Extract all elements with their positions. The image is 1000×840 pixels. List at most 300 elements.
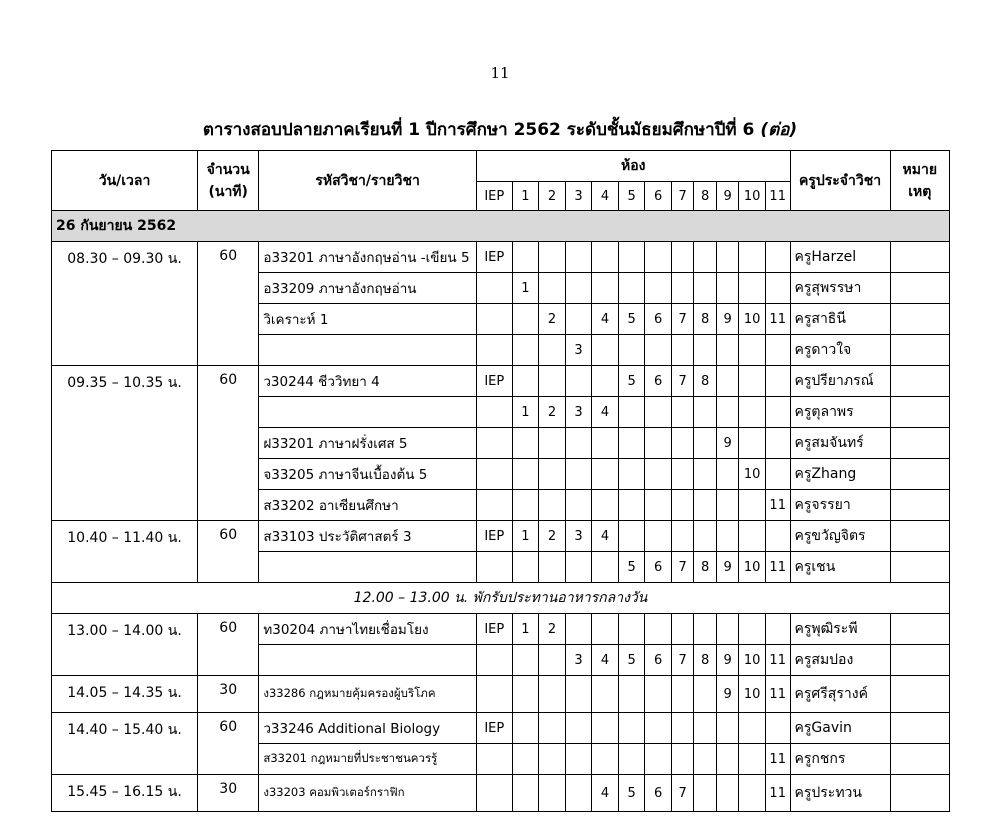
room-cell <box>512 304 539 335</box>
room-cell <box>512 552 539 583</box>
room-cell <box>765 273 790 304</box>
room-cell: 7 <box>671 645 693 676</box>
subject-cell: จ33205 ภาษาจีนเบื้องต้น 5 <box>259 459 477 490</box>
room-cell <box>671 614 693 645</box>
remark-cell <box>890 242 949 273</box>
room-cell: 10 <box>739 645 766 676</box>
room-cell <box>592 459 619 490</box>
teacher-cell: ครูขวัญจิตร <box>790 521 890 552</box>
room-cell <box>592 713 619 744</box>
teacher-cell: ครูกชกร <box>790 744 890 775</box>
teacher-cell: ครูสมจันทร์ <box>790 428 890 459</box>
room-cell <box>739 614 766 645</box>
room-cell: 7 <box>671 775 693 812</box>
room-header-cell: 2 <box>539 182 566 211</box>
room-cell <box>476 428 512 459</box>
room-cell: 4 <box>592 645 619 676</box>
room-cell <box>765 459 790 490</box>
room-cell: 5 <box>618 775 645 812</box>
header-teacher: ครูประจำวิชา <box>790 151 890 211</box>
exam-time: 14.40 – 15.40 น. <box>52 713 198 775</box>
room-cell <box>765 428 790 459</box>
room-cell: 3 <box>565 335 592 366</box>
exam-minutes: 30 <box>198 775 259 812</box>
subject-cell: ง33286 กฎหมายคุ้มครองผู้บริโภค <box>259 676 477 713</box>
room-cell <box>739 490 766 521</box>
room-cell <box>739 521 766 552</box>
room-cell <box>671 490 693 521</box>
room-cell <box>739 242 766 273</box>
room-header-cell: 4 <box>592 182 619 211</box>
page-number: 11 <box>490 64 510 82</box>
exam-time: 10.40 – 11.40 น. <box>52 521 198 583</box>
room-header-cell: 5 <box>618 182 645 211</box>
room-cell: 3 <box>565 397 592 428</box>
room-cell <box>671 676 693 713</box>
room-cell <box>671 335 693 366</box>
room-cell <box>539 676 566 713</box>
remark-cell <box>890 676 949 713</box>
exam-minutes: 60 <box>198 242 259 366</box>
room-cell <box>539 744 566 775</box>
room-cell <box>512 744 539 775</box>
room-cell: 10 <box>739 676 766 713</box>
room-cell <box>539 335 566 366</box>
subject-cell: อ33201 ภาษาอังกฤษอ่าน -เขียน 5 <box>259 242 477 273</box>
remark-cell <box>890 713 949 744</box>
room-cell: 2 <box>539 521 566 552</box>
room-cell: 9 <box>716 428 738 459</box>
room-cell: 2 <box>539 304 566 335</box>
room-cell <box>476 490 512 521</box>
room-cell: 4 <box>592 304 619 335</box>
teacher-cell: ครูพุฒิระพี <box>790 614 890 645</box>
room-cell: 8 <box>694 304 716 335</box>
room-cell: 11 <box>765 645 790 676</box>
room-cell <box>716 335 738 366</box>
room-cell <box>565 366 592 397</box>
room-cell <box>565 552 592 583</box>
subject-cell: ส33202 อาเซียนศึกษา <box>259 490 477 521</box>
room-cell <box>645 521 672 552</box>
room-cell <box>739 366 766 397</box>
room-cell <box>765 397 790 428</box>
subject-cell: ส33103 ประวัติศาสตร์ 3 <box>259 521 477 552</box>
remark-cell <box>890 552 949 583</box>
room-cell <box>765 614 790 645</box>
room-cell <box>716 490 738 521</box>
room-cell <box>739 397 766 428</box>
exam-time: 08.30 – 09.30 น. <box>52 242 198 366</box>
room-cell <box>716 242 738 273</box>
room-header-cell: 10 <box>739 182 766 211</box>
room-cell <box>476 552 512 583</box>
subject-cell: วิเคราะห์ 1 <box>259 304 477 335</box>
room-cell <box>539 242 566 273</box>
room-cell <box>476 335 512 366</box>
room-cell: IEP <box>476 614 512 645</box>
room-cell <box>716 397 738 428</box>
room-cell <box>476 459 512 490</box>
room-cell: 3 <box>565 521 592 552</box>
room-cell <box>716 775 738 812</box>
room-cell <box>645 713 672 744</box>
room-cell <box>739 335 766 366</box>
room-cell <box>565 242 592 273</box>
room-cell <box>645 242 672 273</box>
room-cell: 4 <box>592 775 619 812</box>
room-cell <box>671 397 693 428</box>
room-cell <box>739 744 766 775</box>
room-cell <box>694 273 716 304</box>
exam-date: 26 กันยายน 2562 <box>52 211 950 242</box>
remark-cell <box>890 304 949 335</box>
room-cell: 9 <box>716 304 738 335</box>
room-cell: 9 <box>716 676 738 713</box>
room-cell <box>476 676 512 713</box>
subject-cell <box>259 552 477 583</box>
room-cell <box>565 490 592 521</box>
room-header-cell: 1 <box>512 182 539 211</box>
page-title <box>0 116 1000 143</box>
room-cell <box>694 521 716 552</box>
room-cell: 8 <box>694 645 716 676</box>
room-cell <box>739 713 766 744</box>
room-header-cell: IEP <box>476 182 512 211</box>
room-cell: IEP <box>476 366 512 397</box>
subject-cell: ง33203 คอมพิวเตอร์กราฟิก <box>259 775 477 812</box>
exam-minutes: 60 <box>198 521 259 583</box>
room-cell <box>539 775 566 812</box>
room-cell: 6 <box>645 304 672 335</box>
room-cell: 6 <box>645 645 672 676</box>
room-cell <box>618 397 645 428</box>
room-cell <box>592 335 619 366</box>
room-cell <box>565 744 592 775</box>
room-header-cell: 8 <box>694 182 716 211</box>
header-subject: รหัสวิชา/รายวิชา <box>259 151 477 211</box>
room-cell <box>565 459 592 490</box>
room-cell <box>539 366 566 397</box>
room-cell <box>476 775 512 812</box>
exam-minutes: 60 <box>198 713 259 775</box>
exam-minutes: 60 <box>198 366 259 521</box>
subject-cell: ท30204 ภาษาไทยเชื่อมโยง <box>259 614 477 645</box>
room-cell <box>645 428 672 459</box>
room-cell <box>476 744 512 775</box>
room-cell: 11 <box>765 744 790 775</box>
room-cell: 8 <box>694 552 716 583</box>
room-cell: 2 <box>539 397 566 428</box>
exam-schedule-table <box>51 150 950 812</box>
room-cell <box>716 614 738 645</box>
room-cell <box>618 744 645 775</box>
remark-cell <box>890 428 949 459</box>
room-cell: IEP <box>476 521 512 552</box>
room-cell <box>592 366 619 397</box>
exam-minutes: 30 <box>198 676 259 713</box>
subject-cell: ว30244 ชีววิทยา 4 <box>259 366 477 397</box>
room-cell <box>592 614 619 645</box>
room-cell: IEP <box>476 713 512 744</box>
room-cell: 5 <box>618 304 645 335</box>
subject-cell: อ33209 ภาษาอังกฤษอ่าน <box>259 273 477 304</box>
room-cell <box>645 335 672 366</box>
exam-time: 14.05 – 14.35 น. <box>52 676 198 713</box>
room-cell <box>512 676 539 713</box>
remark-cell <box>890 744 949 775</box>
room-cell <box>592 552 619 583</box>
header-remark-line2: เหตุ <box>908 183 932 200</box>
room-cell <box>645 273 672 304</box>
date-row <box>52 211 950 242</box>
room-cell <box>694 614 716 645</box>
table-row <box>52 614 950 645</box>
room-cell <box>512 645 539 676</box>
room-cell <box>645 397 672 428</box>
room-cell <box>512 428 539 459</box>
room-cell <box>694 428 716 459</box>
room-cell <box>671 713 693 744</box>
room-cell <box>694 744 716 775</box>
room-cell <box>512 490 539 521</box>
subject-cell: ส33201 กฎหมายที่ประชาชนควรรู้ <box>259 744 477 775</box>
room-cell <box>645 490 672 521</box>
room-cell: 1 <box>512 397 539 428</box>
room-cell <box>512 366 539 397</box>
room-cell <box>618 521 645 552</box>
table-row <box>52 713 950 744</box>
room-header-cell: 7 <box>671 182 693 211</box>
exam-time: 09.35 – 10.35 น. <box>52 366 198 521</box>
room-cell <box>739 273 766 304</box>
teacher-cell: ครูZhang <box>790 459 890 490</box>
room-cell <box>618 490 645 521</box>
room-cell <box>645 676 672 713</box>
room-cell: 10 <box>739 552 766 583</box>
remark-cell <box>890 645 949 676</box>
subject-cell <box>259 335 477 366</box>
teacher-cell: ครูสมปอง <box>790 645 890 676</box>
room-cell <box>592 744 619 775</box>
header-rooms: ห้อง <box>476 151 790 182</box>
room-cell: 1 <box>512 521 539 552</box>
exam-time: 13.00 – 14.00 น. <box>52 614 198 676</box>
room-cell <box>671 459 693 490</box>
room-cell <box>671 744 693 775</box>
room-cell: 4 <box>592 397 619 428</box>
lunch-row <box>52 583 950 614</box>
room-cell <box>716 744 738 775</box>
room-header-cell: 6 <box>645 182 672 211</box>
room-cell: 11 <box>765 775 790 812</box>
room-header-cell: 11 <box>765 182 790 211</box>
room-cell <box>592 676 619 713</box>
room-cell <box>765 713 790 744</box>
remark-cell <box>890 397 949 428</box>
remark-cell <box>890 521 949 552</box>
room-cell <box>539 428 566 459</box>
remark-cell <box>890 273 949 304</box>
room-cell: 2 <box>539 614 566 645</box>
room-cell <box>592 490 619 521</box>
room-cell <box>565 713 592 744</box>
room-cell <box>512 713 539 744</box>
table-row <box>52 676 950 713</box>
room-cell <box>476 397 512 428</box>
teacher-cell: ครูสาธินี <box>790 304 890 335</box>
room-cell: 1 <box>512 614 539 645</box>
room-cell <box>765 521 790 552</box>
room-cell <box>671 273 693 304</box>
remark-cell <box>890 459 949 490</box>
room-cell: 9 <box>716 645 738 676</box>
room-cell <box>539 490 566 521</box>
room-cell: 10 <box>739 304 766 335</box>
remark-cell <box>890 775 949 812</box>
room-cell <box>694 397 716 428</box>
room-cell <box>765 366 790 397</box>
room-cell <box>618 614 645 645</box>
room-cell <box>476 304 512 335</box>
header-remark-line1: หมาย <box>902 161 938 178</box>
room-cell <box>618 335 645 366</box>
room-cell <box>512 335 539 366</box>
room-cell: 11 <box>765 490 790 521</box>
room-cell <box>539 552 566 583</box>
room-cell <box>618 428 645 459</box>
room-cell <box>739 428 766 459</box>
exam-time: 15.45 – 16.15 น. <box>52 775 198 812</box>
room-cell <box>618 713 645 744</box>
header-remark <box>890 151 949 211</box>
room-cell <box>592 428 619 459</box>
teacher-cell: ครูจรรยา <box>790 490 890 521</box>
room-cell <box>512 242 539 273</box>
room-cell <box>565 304 592 335</box>
room-cell: 3 <box>565 645 592 676</box>
room-cell <box>765 335 790 366</box>
title-main: ตารางสอบปลายภาคเรียนที่ 1 ปีการศึกษา 2562 ระดับชั้นมัธยมศึกษาปีที่ 6 <box>202 120 755 140</box>
room-header-cell: 9 <box>716 182 738 211</box>
room-cell: 4 <box>592 521 619 552</box>
room-cell: 7 <box>671 552 693 583</box>
teacher-cell: ครูศรีสุรางค์ <box>790 676 890 713</box>
room-cell: 5 <box>618 552 645 583</box>
subject-cell <box>259 397 477 428</box>
room-cell: 7 <box>671 304 693 335</box>
exam-minutes: 60 <box>198 614 259 676</box>
room-cell <box>565 273 592 304</box>
room-cell <box>618 273 645 304</box>
room-cell: 6 <box>645 366 672 397</box>
lunch-break: 12.00 – 13.00 น. พักรับประทานอาหารกลางวัน <box>52 583 950 614</box>
room-cell <box>694 713 716 744</box>
room-cell: 6 <box>645 775 672 812</box>
room-cell <box>565 614 592 645</box>
header-duration-line1: จำนวน <box>206 161 250 178</box>
teacher-cell: ครูGavin <box>790 713 890 744</box>
header-day-time: วัน/เวลา <box>52 151 198 211</box>
subject-cell <box>259 645 477 676</box>
room-cell <box>671 521 693 552</box>
remark-cell <box>890 335 949 366</box>
teacher-cell: ครูประทวน <box>790 775 890 812</box>
room-cell <box>476 645 512 676</box>
teacher-cell: ครูปรียาภรณ์ <box>790 366 890 397</box>
room-cell <box>618 242 645 273</box>
room-cell <box>694 335 716 366</box>
room-cell <box>539 273 566 304</box>
table-row <box>52 521 950 552</box>
room-cell <box>645 614 672 645</box>
header-duration-line2: (นาที) <box>208 183 248 200</box>
room-cell: 5 <box>618 366 645 397</box>
teacher-cell: ครูตุลาพร <box>790 397 890 428</box>
table-row <box>52 242 950 273</box>
room-cell <box>565 775 592 812</box>
room-header-cell: 3 <box>565 182 592 211</box>
room-cell <box>694 459 716 490</box>
room-cell <box>716 713 738 744</box>
room-cell <box>618 459 645 490</box>
room-cell <box>592 273 619 304</box>
room-cell: 11 <box>765 676 790 713</box>
room-cell <box>739 775 766 812</box>
room-cell <box>671 242 693 273</box>
room-cell <box>645 744 672 775</box>
table-row <box>52 775 950 812</box>
remark-cell <box>890 490 949 521</box>
subject-cell: ว33246 Additional Biology <box>259 713 477 744</box>
room-cell <box>476 273 512 304</box>
room-cell: 1 <box>512 273 539 304</box>
room-cell: 7 <box>671 366 693 397</box>
room-cell: 10 <box>739 459 766 490</box>
table-row <box>52 366 950 397</box>
subject-cell: ฝ33201 ภาษาฝรั่งเศส 5 <box>259 428 477 459</box>
room-cell <box>716 366 738 397</box>
room-cell <box>716 459 738 490</box>
room-cell <box>645 459 672 490</box>
room-cell <box>539 713 566 744</box>
room-cell <box>592 242 619 273</box>
title-suffix: (ต่อ) <box>760 120 798 140</box>
room-cell <box>694 242 716 273</box>
teacher-cell: ครูดาวใจ <box>790 335 890 366</box>
room-cell <box>716 521 738 552</box>
room-cell <box>694 490 716 521</box>
room-cell: IEP <box>476 242 512 273</box>
teacher-cell: ครูสุพรรษา <box>790 273 890 304</box>
room-cell <box>565 428 592 459</box>
schedule-body <box>52 211 950 812</box>
room-cell <box>694 775 716 812</box>
remark-cell <box>890 614 949 645</box>
room-cell <box>512 775 539 812</box>
room-cell <box>694 676 716 713</box>
room-cell <box>539 459 566 490</box>
room-cell: 8 <box>694 366 716 397</box>
room-cell <box>765 242 790 273</box>
room-cell: 6 <box>645 552 672 583</box>
room-cell <box>512 459 539 490</box>
room-cell <box>618 676 645 713</box>
room-cell: 5 <box>618 645 645 676</box>
room-cell: 11 <box>765 552 790 583</box>
room-cell <box>716 273 738 304</box>
room-cell: 9 <box>716 552 738 583</box>
